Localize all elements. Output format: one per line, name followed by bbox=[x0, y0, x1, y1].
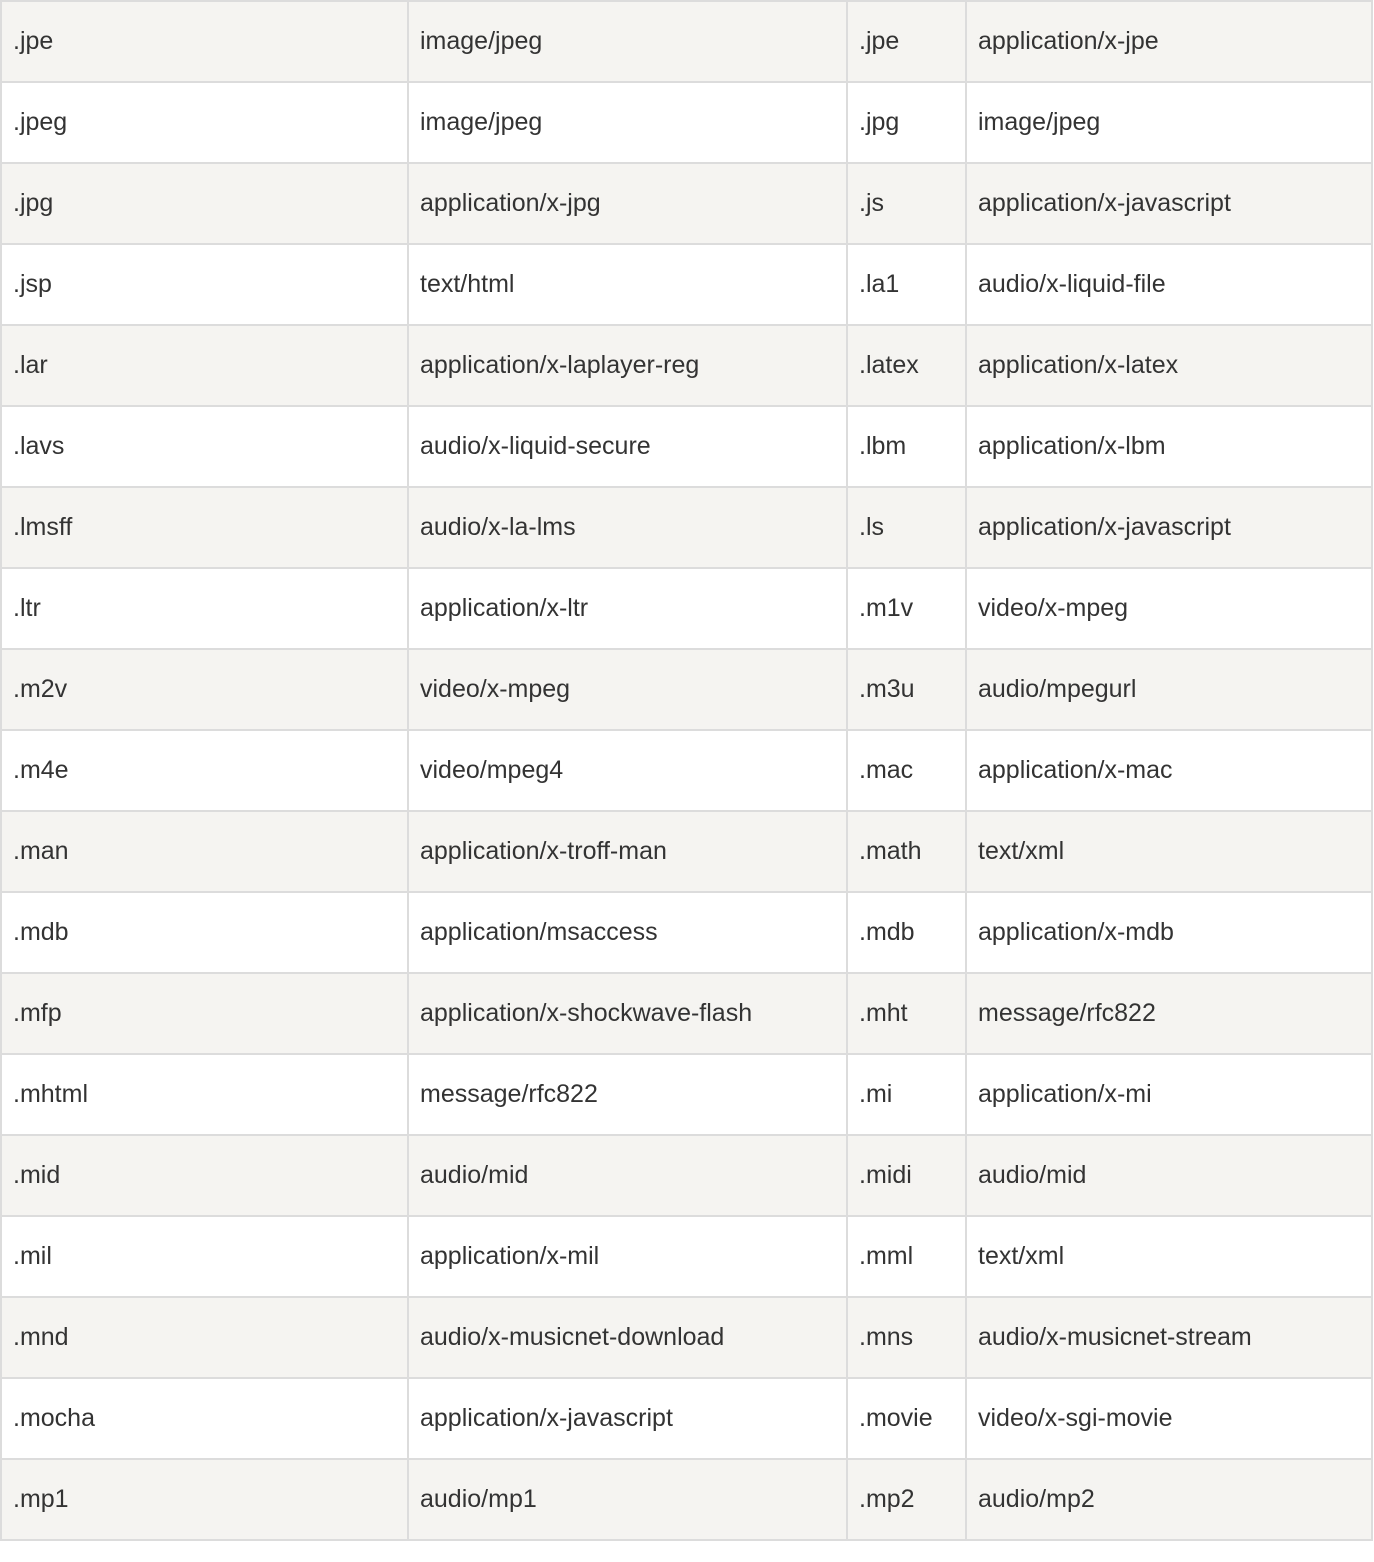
content-type-cell: audio/mid bbox=[966, 1135, 1372, 1216]
content-type-cell: image/jpeg bbox=[966, 82, 1372, 163]
file-extension-cell: .mid bbox=[1, 1135, 408, 1216]
file-extension-cell: .m4e bbox=[1, 730, 408, 811]
content-type-cell: audio/x-musicnet-stream bbox=[966, 1297, 1372, 1378]
file-extension-cell: .mhtml bbox=[1, 1054, 408, 1135]
file-extension-cell: .jpg bbox=[847, 82, 966, 163]
content-type-cell: message/rfc822 bbox=[966, 973, 1372, 1054]
table-row bbox=[1, 244, 1372, 325]
file-extension-cell: .movie bbox=[847, 1378, 966, 1459]
file-extension-cell: .mi bbox=[847, 1054, 966, 1135]
content-type-cell: text/xml bbox=[966, 1216, 1372, 1297]
content-type-cell: application/x-latex bbox=[966, 325, 1372, 406]
table-row bbox=[1, 1054, 1372, 1135]
file-extension-cell: .m2v bbox=[1, 649, 408, 730]
content-type-cell: audio/x-liquid-file bbox=[966, 244, 1372, 325]
table-row bbox=[1, 973, 1372, 1054]
file-extension-cell: .m1v bbox=[847, 568, 966, 649]
content-type-cell: application/x-mdb bbox=[966, 892, 1372, 973]
file-extension-cell: .jpg bbox=[1, 163, 408, 244]
file-extension-cell: .lmsff bbox=[1, 487, 408, 568]
table-row bbox=[1, 1, 1372, 82]
content-type-cell: application/x-mi bbox=[966, 1054, 1372, 1135]
file-extension-cell: .mac bbox=[847, 730, 966, 811]
file-extension-cell: .mns bbox=[847, 1297, 966, 1378]
file-extension-cell: .mnd bbox=[1, 1297, 408, 1378]
content-type-cell: application/x-javascript bbox=[966, 163, 1372, 244]
content-type-cell: application/x-ltr bbox=[408, 568, 847, 649]
file-extension-cell: .man bbox=[1, 811, 408, 892]
file-extension-cell: .lar bbox=[1, 325, 408, 406]
table-row bbox=[1, 1297, 1372, 1378]
content-type-cell: video/mpeg4 bbox=[408, 730, 847, 811]
table-row bbox=[1, 649, 1372, 730]
content-type-cell: text/xml bbox=[966, 811, 1372, 892]
file-extension-cell: .jsp bbox=[1, 244, 408, 325]
content-type-cell: audio/x-musicnet-download bbox=[408, 1297, 847, 1378]
content-type-cell: audio/x-liquid-secure bbox=[408, 406, 847, 487]
file-extension-cell: .math bbox=[847, 811, 966, 892]
content-type-cell: application/x-lbm bbox=[966, 406, 1372, 487]
table-row bbox=[1, 892, 1372, 973]
table-row bbox=[1, 487, 1372, 568]
file-extension-cell: .mfp bbox=[1, 973, 408, 1054]
file-extension-cell: .jpe bbox=[1, 1, 408, 82]
file-extension-cell: .lbm bbox=[847, 406, 966, 487]
table-row bbox=[1, 82, 1372, 163]
table-row bbox=[1, 1459, 1372, 1540]
content-type-cell: application/x-javascript bbox=[408, 1378, 847, 1459]
content-type-cell: audio/mp2 bbox=[966, 1459, 1372, 1540]
table-row bbox=[1, 325, 1372, 406]
content-type-cell: application/x-jpe bbox=[966, 1, 1372, 82]
content-type-cell: application/x-shockwave-flash bbox=[408, 973, 847, 1054]
content-type-cell: application/x-mac bbox=[966, 730, 1372, 811]
file-extension-cell: .jpe bbox=[847, 1, 966, 82]
content-type-cell: audio/mp1 bbox=[408, 1459, 847, 1540]
table-row bbox=[1, 163, 1372, 244]
file-extension-cell: .mil bbox=[1, 1216, 408, 1297]
table-row bbox=[1, 406, 1372, 487]
table-row bbox=[1, 568, 1372, 649]
table-row bbox=[1, 1135, 1372, 1216]
content-type-cell: image/jpeg bbox=[408, 82, 847, 163]
table-row bbox=[1, 730, 1372, 811]
file-extension-cell: .mp2 bbox=[847, 1459, 966, 1540]
file-extension-cell: .mdb bbox=[847, 892, 966, 973]
content-type-cell: application/x-javascript bbox=[966, 487, 1372, 568]
file-extension-cell: .lavs bbox=[1, 406, 408, 487]
content-type-cell: application/msaccess bbox=[408, 892, 847, 973]
file-extension-cell: .mocha bbox=[1, 1378, 408, 1459]
file-extension-cell: .mml bbox=[847, 1216, 966, 1297]
content-type-cell: text/html bbox=[408, 244, 847, 325]
file-extension-cell: .mdb bbox=[1, 892, 408, 973]
content-type-cell: audio/mid bbox=[408, 1135, 847, 1216]
content-type-cell: audio/x-la-lms bbox=[408, 487, 847, 568]
file-extension-cell: .m3u bbox=[847, 649, 966, 730]
content-type-cell: message/rfc822 bbox=[408, 1054, 847, 1135]
file-extension-cell: .ltr bbox=[1, 568, 408, 649]
table-row bbox=[1, 811, 1372, 892]
content-type-cell: video/x-mpeg bbox=[966, 568, 1372, 649]
content-type-cell: video/x-mpeg bbox=[408, 649, 847, 730]
file-extension-cell: .mp1 bbox=[1, 1459, 408, 1540]
content-type-cell: application/x-troff-man bbox=[408, 811, 847, 892]
table-row bbox=[1, 1378, 1372, 1459]
content-type-cell: application/x-jpg bbox=[408, 163, 847, 244]
file-extension-cell: .ls bbox=[847, 487, 966, 568]
mime-type-table-body bbox=[1, 1, 1372, 1540]
content-type-cell: application/x-mil bbox=[408, 1216, 847, 1297]
file-extension-cell: .midi bbox=[847, 1135, 966, 1216]
file-extension-cell: .latex bbox=[847, 325, 966, 406]
file-extension-cell: .jpeg bbox=[1, 82, 408, 163]
file-extension-cell: .js bbox=[847, 163, 966, 244]
file-extension-cell: .la1 bbox=[847, 244, 966, 325]
content-type-cell: image/jpeg bbox=[408, 1, 847, 82]
file-extension-cell: .mht bbox=[847, 973, 966, 1054]
content-type-cell: audio/mpegurl bbox=[966, 649, 1372, 730]
table-row bbox=[1, 1216, 1372, 1297]
content-type-cell: video/x-sgi-movie bbox=[966, 1378, 1372, 1459]
content-type-cell: application/x-laplayer-reg bbox=[408, 325, 847, 406]
